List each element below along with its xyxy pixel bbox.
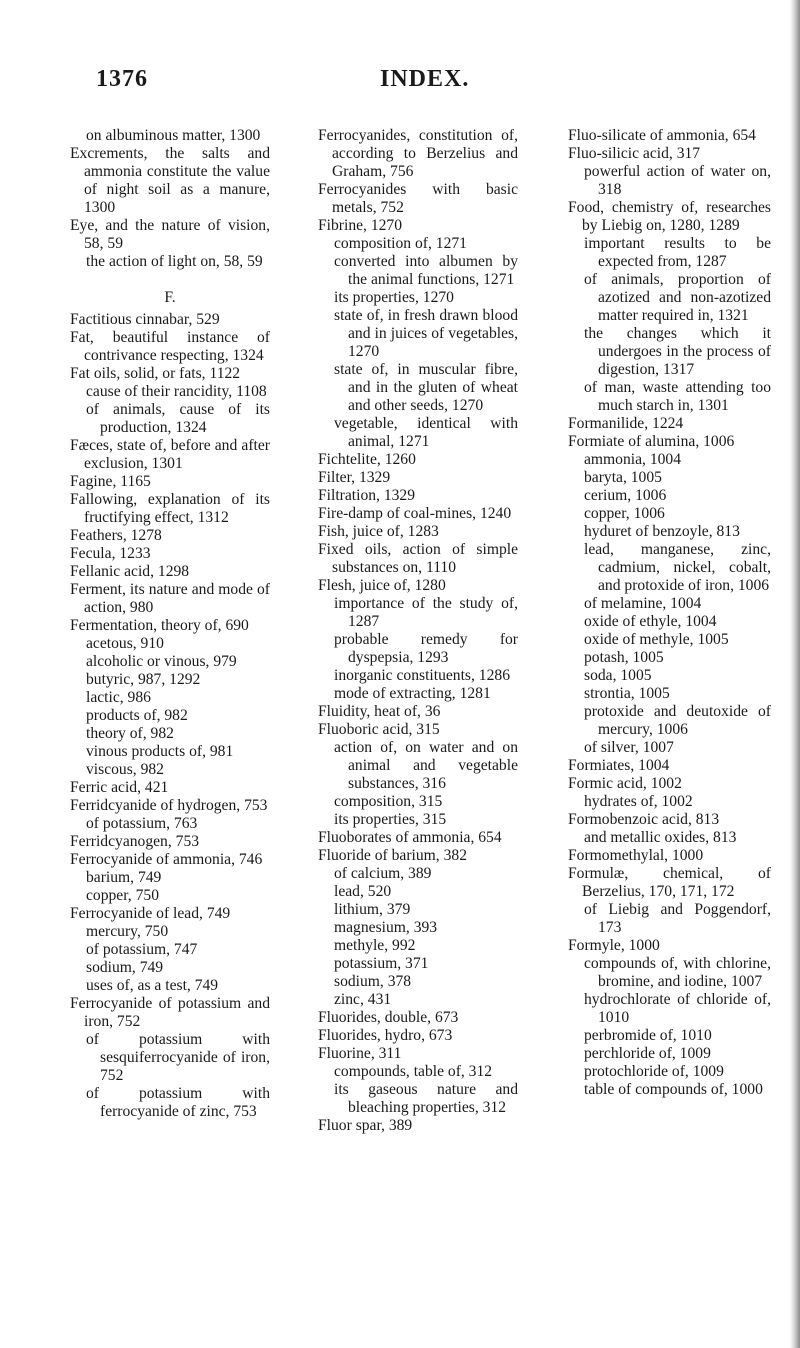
index-subentry: perbromide of, 1010: [584, 1027, 712, 1044]
index-subentry: of man, waste attending too much starch in, 1301: [584, 379, 771, 414]
index-subentry: lactic, 986: [86, 689, 151, 706]
index-subentry: converted into albumen by the animal functions, 1271: [334, 253, 518, 288]
running-head: INDEX.: [380, 66, 470, 92]
page-number: 1376: [96, 66, 148, 92]
index-entry: Formyle, 1000: [568, 937, 660, 954]
index-entry: Fermentation, theory of, 690: [70, 617, 249, 634]
index-subentry: of potassium, 763: [86, 815, 198, 832]
index-subentry: table of compounds of, 1000: [584, 1081, 763, 1098]
index-subentry: cause of their rancidity, 1108: [86, 383, 267, 400]
index-subentry: oxide of methyle, 1005: [584, 631, 729, 648]
index-entry: Ferrocyanides with basic metals, 752: [318, 181, 518, 216]
page-header: [0, 66, 800, 106]
index-entry: Ferrocyanide of ammonia, 746: [70, 851, 263, 868]
index-subentry: of Liebig and Poggendorf, 173: [584, 901, 771, 936]
index-column-1: [70, 127, 270, 1121]
index-column-3: [568, 127, 771, 1099]
index-entry: Fish, juice of, 1283: [318, 523, 439, 540]
section-letter-heading: F.: [164, 289, 176, 306]
index-subentry: mercury, 750: [86, 923, 169, 940]
index-subentry: copper, 1006: [584, 505, 665, 522]
index-entry: Ferment, its nature and mode of action, 980: [70, 581, 270, 616]
index-subentry: compounds, table of, 312: [334, 1063, 493, 1080]
index-subentry: magnesium, 393: [334, 919, 438, 936]
index-subentry: zinc, 431: [334, 991, 392, 1008]
index-subentry: lead, 520: [334, 883, 392, 900]
index-entry: Fluor spar, 389: [318, 1117, 413, 1134]
index-subentry: soda, 1005: [584, 667, 652, 684]
index-entry: Ferrocyanide of potassium and iron, 752: [70, 995, 270, 1030]
index-subentry: of silver, 1007: [584, 739, 674, 756]
book-spine-shadow: [790, 0, 800, 1348]
index-subentry: protoxide and deutoxide of mercury, 1006: [584, 703, 771, 738]
index-entry: Fixed oils, action of simple substances on, 1110: [318, 541, 518, 576]
index-subentry: potassium, 371: [334, 955, 429, 972]
index-subentry: ammonia, 1004: [584, 451, 682, 468]
index-entry: Fluo-silicic acid, 317: [568, 145, 701, 162]
index-entry: Fibrine, 1270: [318, 217, 403, 234]
index-entry: Fluorides, double, 673: [318, 1009, 459, 1026]
index-subentry: its properties, 1270: [334, 289, 454, 306]
index-subentry: and metallic oxides, 813: [584, 829, 737, 846]
index-subentry: the action of light on, 58, 59: [86, 253, 263, 270]
index-subentry: of potassium, 747: [86, 941, 198, 958]
index-entry: Fat, beautiful instance of contrivance respecting, 1324: [70, 329, 270, 364]
index-subentry: mode of extracting, 1281: [334, 685, 491, 702]
index-subentry: of melamine, 1004: [584, 595, 702, 612]
index-entry: Fluo-silicate of ammonia, 654: [568, 127, 756, 144]
index-subentry: perchloride of, 1009: [584, 1045, 711, 1062]
index-subentry: sodium, 378: [334, 973, 412, 990]
index-entry: Filter, 1329: [318, 469, 391, 486]
index-subentry: sodium, 749: [86, 959, 164, 976]
index-entry: Food, chemistry of, researches by Liebig on, 1280, 1289: [568, 199, 771, 234]
index-subentry: cerium, 1006: [584, 487, 667, 504]
index-subentry: lead, manganese, zinc, cadmium, nickel, cobalt, and protoxide of iron, 1006: [584, 541, 771, 594]
index-entry: Fluidity, heat of, 36: [318, 703, 441, 720]
index-entry: Fellanic acid, 1298: [70, 563, 190, 580]
index-entry: Ferridcyanide of hydrogen, 753: [70, 797, 268, 814]
index-subentry: vegetable, identical with animal, 1271: [334, 415, 518, 450]
index-subentry: action of, on water and on animal and vegetable substances, 316: [334, 739, 518, 792]
index-subentry: of animals, cause of its production, 1324: [86, 401, 270, 436]
index-entry: Factitious cinnabar, 529: [70, 311, 220, 328]
index-entry: Formulæ, chemical, of Berzelius, 170, 171, 172: [568, 865, 771, 900]
index-entry: Ferrocyanide of lead, 749: [70, 905, 231, 922]
index-subentry: state of, in muscular fibre, and in the gluten of wheat and other seeds, 1270: [334, 361, 518, 414]
index-subentry: composition, 315: [334, 793, 443, 810]
index-subentry: inorganic constituents, 1286: [334, 667, 510, 684]
index-subentry: the changes which it undergoes in the process of digestion, 1317: [584, 325, 771, 378]
index-entry: Formobenzoic acid, 813: [568, 811, 720, 828]
index-subentry: hyduret of benzoyle, 813: [584, 523, 740, 540]
index-entry: Fat oils, solid, or fats, 1122: [70, 365, 241, 382]
index-subentry: lithium, 379: [334, 901, 411, 918]
index-subentry: of potassium with ferrocyanide of zinc, 753: [86, 1085, 270, 1120]
index-entry: Formiates, 1004: [568, 757, 670, 774]
index-entry: Fluoride of barium, 382: [318, 847, 467, 864]
index-subentry: theory of, 982: [86, 725, 174, 742]
index-entry: Fluorine, 311: [318, 1045, 402, 1062]
index-subentry: barium, 749: [86, 869, 162, 886]
index-entry: Ferrocyanides, constitution of, according to Berzelius and Graham, 756: [318, 127, 518, 180]
index-subentry: vinous products of, 981: [86, 743, 234, 760]
index-subentry: of animals, proportion of azotized and non-azotized matter required in, 1321: [584, 271, 771, 324]
index-subentry: compounds of, with chlorine, bromine, and iodine, 1007: [584, 955, 771, 990]
index-entry: Excrements, the salts and ammonia constitute the value of night soil as a manure, 1300: [70, 145, 270, 216]
index-subentry: oxide of ethyle, 1004: [584, 613, 717, 630]
index-entry: Flesh, juice of, 1280: [318, 577, 446, 594]
index-subentry: of calcium, 389: [334, 865, 432, 882]
index-subentry: strontia, 1005: [584, 685, 670, 702]
index-entry: Fæces, state of, before and after exclusion, 1301: [70, 437, 270, 472]
index-subentry: composition of, 1271: [334, 235, 467, 252]
index-entry: Ferridcyanogen, 753: [70, 833, 200, 850]
index-subentry: its gaseous nature and bleaching properties, 312: [334, 1081, 518, 1116]
index-subentry: of potassium with sesquiferrocyanide of iron, 752: [86, 1031, 270, 1084]
index-entry: Fagine, 1165: [70, 473, 151, 490]
index-entry: Filtration, 1329: [318, 487, 416, 504]
index-subentry: importance of the study of, 1287: [334, 595, 518, 630]
index-subentry: products of, 982: [86, 707, 188, 724]
index-column-2: [318, 127, 518, 1135]
index-entry: Fallowing, explanation of its fructifying effect, 1312: [70, 491, 270, 526]
index-subentry: probable remedy for dyspepsia, 1293: [334, 631, 518, 666]
index-subentry: copper, 750: [86, 887, 159, 904]
index-entry: Ferric acid, 421: [70, 779, 169, 796]
index-subentry: important results to be expected from, 1287: [584, 235, 771, 270]
index-entry: Feathers, 1278: [70, 527, 162, 544]
index-subentry: methyle, 992: [334, 937, 416, 954]
index-subentry: acetous, 910: [86, 635, 164, 652]
index-subentry: its properties, 315: [334, 811, 447, 828]
index-subentry: butyric, 987, 1292: [86, 671, 201, 688]
index-entry: Fire-damp of coal-mines, 1240: [318, 505, 512, 522]
index-entry: Formiate of alumina, 1006: [568, 433, 735, 450]
index-entry: Formanilide, 1224: [568, 415, 684, 432]
index-entry: Formomethylal, 1000: [568, 847, 704, 864]
index-entry: Formic acid, 1002: [568, 775, 682, 792]
index-subentry: hydrochlorate of chloride of, 1010: [584, 991, 771, 1026]
index-entry: Eye, and the nature of vision, 58, 59: [70, 217, 270, 252]
index-subentry: powerful action of water on, 318: [584, 163, 771, 198]
index-subentry: protochloride of, 1009: [584, 1063, 724, 1080]
index-entry: Fichtelite, 1260: [318, 451, 416, 468]
index-subentry: potash, 1005: [584, 649, 664, 666]
index-subentry: hydrates of, 1002: [584, 793, 693, 810]
index-subentry: uses of, as a test, 749: [86, 977, 219, 994]
index-entry: Fluoboric acid, 315: [318, 721, 440, 738]
index-subentry: state of, in fresh drawn blood and in juices of vegetables, 1270: [334, 307, 518, 360]
index-subentry: alcoholic or vinous, 979: [86, 653, 237, 670]
index-entry: Fecula, 1233: [70, 545, 151, 562]
index-subentry: on albuminous matter, 1300: [86, 127, 261, 144]
index-subentry: baryta, 1005: [584, 469, 662, 486]
index-subentry: viscous, 982: [86, 761, 164, 778]
index-entry: Fluoborates of ammonia, 654: [318, 829, 502, 846]
index-entry: Fluorides, hydro, 673: [318, 1027, 453, 1044]
